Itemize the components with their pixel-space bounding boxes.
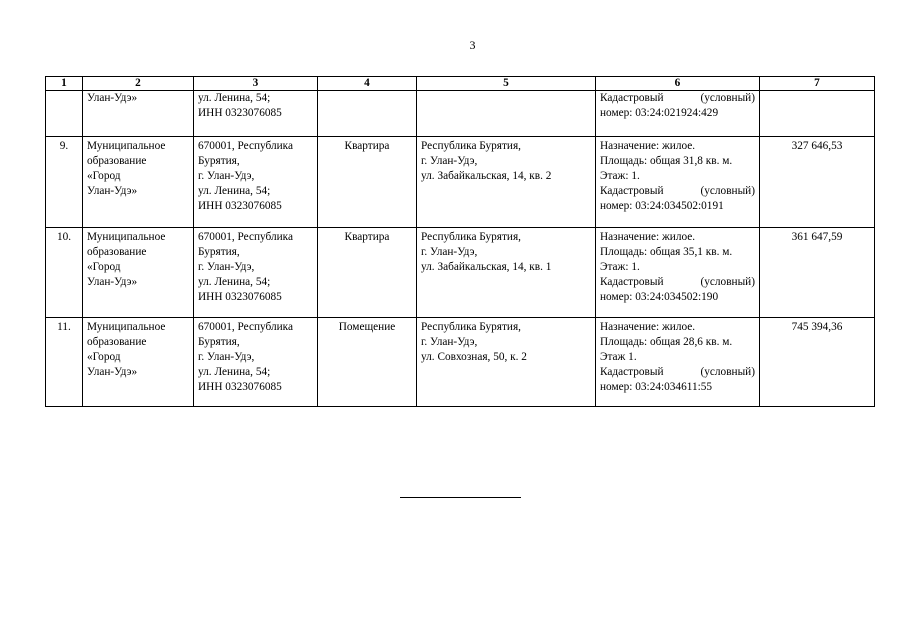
owner-line: «Город bbox=[87, 170, 121, 182]
details-line: г. Улан-Удэ, bbox=[198, 351, 255, 363]
table-row bbox=[46, 318, 875, 407]
details-line: ул. Ленина, 54; bbox=[198, 366, 271, 378]
cell-type bbox=[318, 91, 417, 137]
table-row bbox=[46, 137, 875, 228]
cell-value: 361 647,59 bbox=[760, 228, 875, 318]
address-line: Республика Бурятия, bbox=[421, 321, 521, 333]
property-registry-table bbox=[45, 76, 875, 407]
owner-line: «Город bbox=[87, 261, 121, 273]
cell-owner bbox=[83, 137, 194, 228]
cell-owner bbox=[83, 228, 194, 318]
address-line: Республика Бурятия, bbox=[421, 140, 521, 152]
column-header: 5 bbox=[417, 77, 596, 91]
description-line: Кадастровый (условный) bbox=[600, 276, 755, 288]
address-line: ул. Забайкальская, 14, кв. 2 bbox=[421, 170, 552, 182]
owner-line: образование bbox=[87, 155, 147, 167]
description-line: Кадастровый (условный) bbox=[600, 185, 755, 197]
column-header: 7 bbox=[760, 77, 875, 91]
cell-description bbox=[596, 228, 760, 318]
cell-value bbox=[760, 91, 875, 137]
cell-address bbox=[417, 91, 596, 137]
column-header: 4 bbox=[318, 77, 417, 91]
footer-divider bbox=[400, 497, 521, 498]
details-line: Бурятия, bbox=[198, 336, 240, 348]
details-line: ИНН 0323076085 bbox=[198, 200, 282, 212]
address-line: г. Улан-Удэ, bbox=[421, 336, 478, 348]
description-line: номер: 03:24:034502:0191 bbox=[600, 200, 724, 212]
description-line: Площадь: общая 31,8 кв. м. bbox=[600, 155, 733, 167]
owner-line: Улан-Удэ» bbox=[87, 185, 138, 197]
cell-description bbox=[596, 91, 760, 137]
cell-description bbox=[596, 137, 760, 228]
cell-details bbox=[194, 228, 318, 318]
description-line: Назначение: жилое. bbox=[600, 321, 696, 333]
address-line: Республика Бурятия, bbox=[421, 231, 521, 243]
owner-line: «Город bbox=[87, 351, 121, 363]
details-line: 670001, Республика bbox=[198, 231, 294, 243]
cell-value: 327 646,53 bbox=[760, 137, 875, 228]
address-line: г. Улан-Удэ, bbox=[421, 246, 478, 258]
owner-line: Улан-Удэ» bbox=[87, 92, 138, 104]
details-line: 670001, Республика bbox=[198, 140, 294, 152]
cell-owner bbox=[83, 318, 194, 407]
details-line: Бурятия, bbox=[198, 155, 240, 167]
table-row bbox=[46, 228, 875, 318]
owner-line: Муниципальное bbox=[87, 321, 166, 333]
description-line: Этаж 1. bbox=[600, 351, 637, 363]
owner-line: Муниципальное bbox=[87, 140, 166, 152]
details-line: ИНН 0323076085 bbox=[198, 381, 282, 393]
cell-type: Помещение bbox=[318, 318, 417, 407]
table-row-continuation bbox=[46, 91, 875, 137]
column-header: 6 bbox=[596, 77, 760, 91]
owner-line: образование bbox=[87, 336, 147, 348]
cell-details bbox=[194, 137, 318, 228]
details-line: ул. Ленина, 54; bbox=[198, 276, 271, 288]
cell-details bbox=[194, 318, 318, 407]
description-line: Этаж: 1. bbox=[600, 170, 640, 182]
cell-owner bbox=[83, 91, 194, 137]
details-line: 670001, Республика bbox=[198, 321, 294, 333]
cell-num: 11. bbox=[46, 318, 83, 407]
cell-num bbox=[46, 91, 83, 137]
cell-type: Квартира bbox=[318, 137, 417, 228]
details-line: Бурятия, bbox=[198, 246, 240, 258]
cell-num: 10. bbox=[46, 228, 83, 318]
details-line: г. Улан-Удэ, bbox=[198, 170, 255, 182]
details-line: ИНН 0323076085 bbox=[198, 291, 282, 303]
cell-address bbox=[417, 137, 596, 228]
owner-line: образование bbox=[87, 246, 147, 258]
address-line: г. Улан-Удэ, bbox=[421, 155, 478, 167]
owner-line: Улан-Удэ» bbox=[87, 366, 138, 378]
cell-address bbox=[417, 318, 596, 407]
description-line: номер: 03:24:034502:190 bbox=[600, 291, 719, 303]
address-line: ул. Совхозная, 50, к. 2 bbox=[421, 351, 527, 363]
details-line: г. Улан-Удэ, bbox=[198, 261, 255, 273]
description-line: номер: 03:24:021924:429 bbox=[600, 107, 719, 119]
owner-line: Улан-Удэ» bbox=[87, 276, 138, 288]
owner-line: Муниципальное bbox=[87, 231, 166, 243]
description-line: Кадастровый (условный) bbox=[600, 366, 755, 378]
description-line: Этаж: 1. bbox=[600, 261, 640, 273]
details-line: ул. Ленина, 54; bbox=[198, 185, 271, 197]
details-line: ул. Ленина, 54; bbox=[198, 92, 271, 104]
description-line: Кадастровый (условный) bbox=[600, 92, 755, 104]
address-line: ул. Забайкальская, 14, кв. 1 bbox=[421, 261, 552, 273]
cell-type: Квартира bbox=[318, 228, 417, 318]
cell-num: 9. bbox=[46, 137, 83, 228]
page-number: 3 bbox=[469, 38, 476, 52]
description-line: Площадь: общая 35,1 кв. м. bbox=[600, 246, 733, 258]
cell-value: 745 394,36 bbox=[760, 318, 875, 407]
cell-details bbox=[194, 91, 318, 137]
column-header: 1 bbox=[46, 77, 83, 91]
cell-address bbox=[417, 228, 596, 318]
cell-description bbox=[596, 318, 760, 407]
table-header-row bbox=[46, 77, 875, 91]
description-line: номер: 03:24:034611:55 bbox=[600, 381, 713, 393]
column-header: 3 bbox=[194, 77, 318, 91]
description-line: Назначение: жилое. bbox=[600, 231, 696, 243]
description-line: Назначение: жилое. bbox=[600, 140, 696, 152]
details-line: ИНН 0323076085 bbox=[198, 107, 282, 119]
column-header: 2 bbox=[83, 77, 194, 91]
description-line: Площадь: общая 28,6 кв. м. bbox=[600, 336, 733, 348]
